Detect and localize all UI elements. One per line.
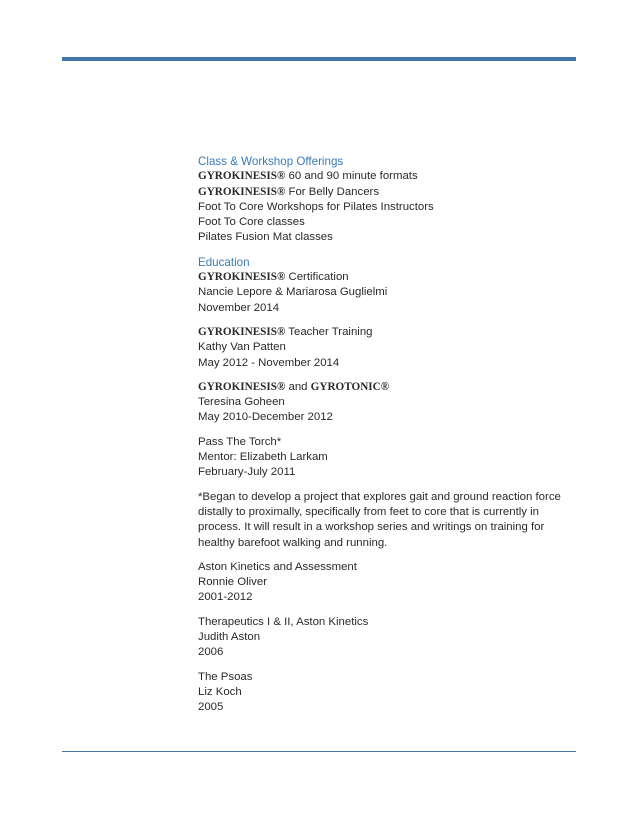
brand-mark: GYROKINESIS® (198, 170, 286, 183)
brand-mark: GYROKINESIS® (198, 380, 286, 393)
entry-title: Therapeutics I & II, Aston Kinetics (198, 615, 369, 628)
entry-teacher: Ronnie Oliver (198, 576, 268, 589)
entry-date: 2006 (198, 646, 224, 659)
education-entry-aston-kinetics (198, 560, 578, 606)
education-entry-psoas (198, 670, 578, 716)
bottom-divider (62, 751, 576, 752)
offering-gyrokinesis-formats: GYROKINESIS® 60 and 90 minute formats (198, 170, 418, 183)
entry-teacher: Liz Koch (198, 685, 242, 698)
brand-mark: GYROKINESIS® (198, 185, 286, 198)
entry-teacher: Judith Aston (198, 631, 261, 644)
top-divider (62, 57, 576, 61)
entry-title: GYROKINESIS® Certification (198, 271, 349, 284)
offering-foot-to-core-classes: Foot To Core classes (198, 216, 305, 229)
entry-teacher: Teresina Goheen (198, 396, 285, 409)
entry-title: GYROKINESIS® and GYROTONIC® (198, 380, 390, 393)
education-heading: Education (198, 255, 250, 269)
entry-date: February-July 2011 (198, 466, 296, 479)
education-entry-pass-the-torch (198, 435, 578, 481)
resume-content (198, 154, 578, 716)
education-entry-teacher-training (198, 325, 578, 371)
entry-title: The Psoas (198, 670, 253, 683)
education-footnote (198, 490, 578, 551)
entry-teacher: Kathy Van Patten (198, 341, 286, 354)
entry-teacher: Mentor: Elizabeth Larkam (198, 451, 328, 464)
offering-gyrokinesis-belly-dancers: GYROKINESIS® For Belly Dancers (198, 185, 380, 198)
education-entry-therapeutics (198, 615, 578, 661)
entry-date: November 2014 (198, 301, 280, 314)
entry-title: Aston Kinetics and Assessment (198, 560, 357, 573)
footnote-text: *Began to develop a project that explores gait and ground reaction force distally to proximally, specifically from feet to core that is currently in process. It will result in a workshop series and writings on training for healthy barefoot walking and running. (198, 490, 561, 549)
brand-mark: GYROKINESIS® (198, 271, 286, 284)
entry-date: May 2012 - November 2014 (198, 356, 340, 369)
entry-title: GYROKINESIS® Teacher Training (198, 325, 373, 338)
education-entry-gyrokinesis-gyrotonic (198, 380, 578, 426)
brand-mark: GYROKINESIS® (198, 325, 286, 338)
offering-pilates-fusion: Pilates Fusion Mat classes (198, 231, 333, 244)
entry-teacher: Nancie Lepore & Mariarosa Guglielmi (198, 286, 388, 299)
brand-mark-gyrotonic: GYROTONIC® (310, 380, 390, 393)
entry-date: 2005 (198, 701, 224, 714)
entry-date: 2001-2012 (198, 591, 253, 604)
entry-date: May 2010-December 2012 (198, 411, 333, 424)
entry-title: Pass The Torch* (198, 435, 282, 448)
offerings-heading: Class & Workshop Offerings (198, 155, 344, 168)
education-entry-certification (198, 270, 578, 316)
offering-foot-to-core-workshops: Foot To Core Workshops for Pilates Instructors (198, 200, 434, 213)
